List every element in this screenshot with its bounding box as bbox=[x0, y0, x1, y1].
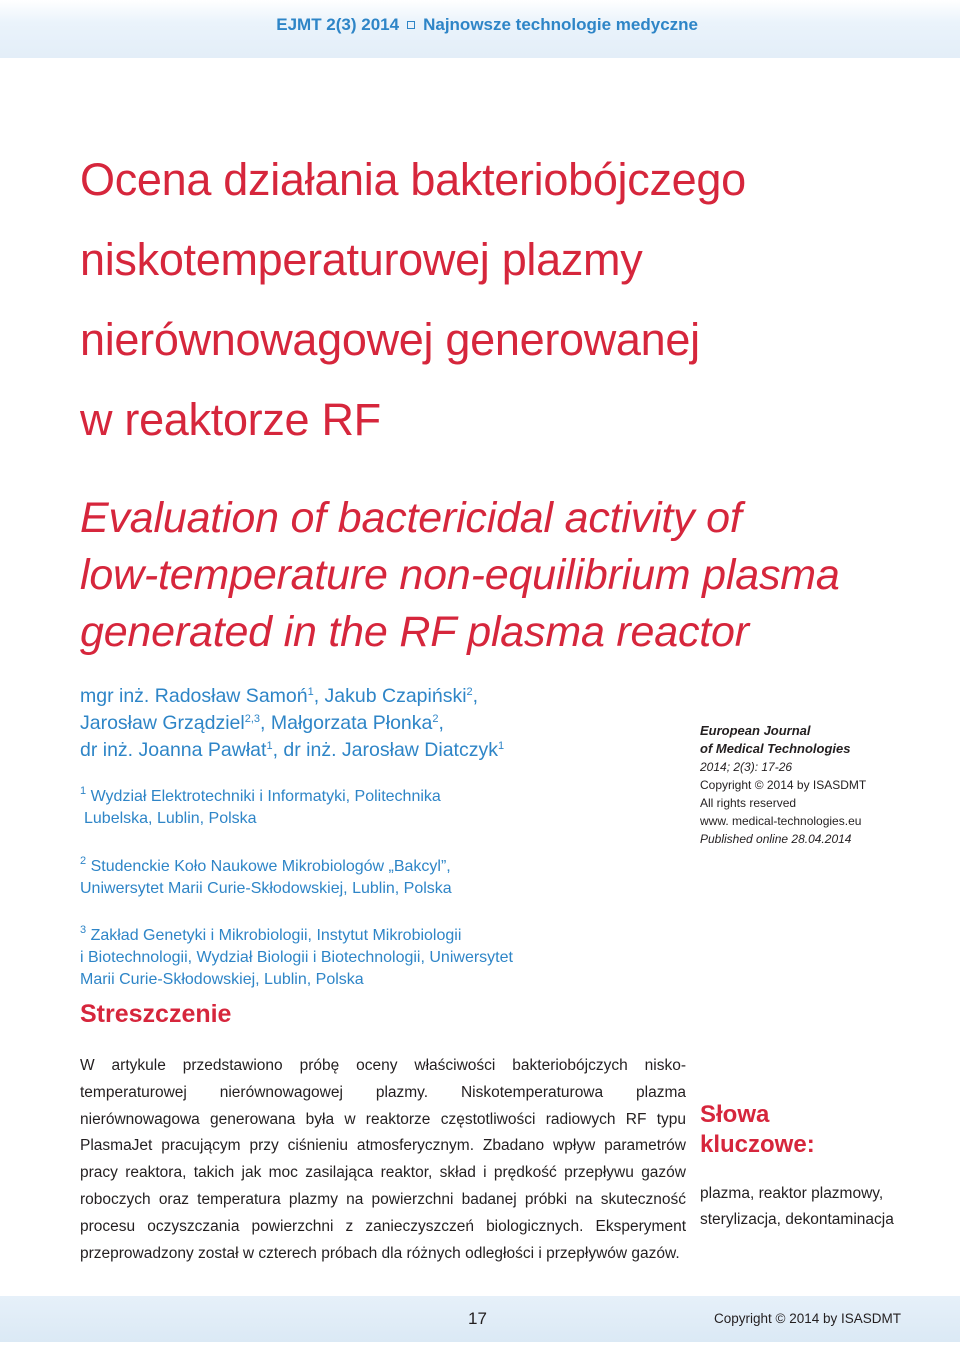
page-number: 17 bbox=[468, 1309, 487, 1328]
journal-copyright: Copyright © 2014 by ISASDMT bbox=[700, 778, 867, 792]
page-footer bbox=[0, 1296, 960, 1342]
title-polish-line: w reaktorze RF bbox=[80, 394, 381, 445]
title-polish-line: niskotemperaturowej plazmy bbox=[80, 234, 643, 285]
title-polish bbox=[80, 140, 920, 460]
affiliation-number: 2 bbox=[80, 855, 87, 867]
keywords-heading-line: Słowa bbox=[700, 1101, 770, 1128]
separator-square-icon bbox=[407, 21, 415, 29]
author-text: , dr inż. Jarosław Diatczyk bbox=[272, 739, 498, 761]
author-line bbox=[80, 710, 680, 737]
page-header bbox=[0, 0, 960, 58]
affiliation-line: Uniwersytet Marii Curie-Skłodowskiej, Lublin, Polska bbox=[80, 880, 452, 897]
journal-info-box bbox=[700, 722, 950, 848]
affiliation-line: Wydział Elektrotechniki i Informatyki, Politechnika bbox=[90, 788, 441, 805]
author-line bbox=[80, 683, 680, 710]
affiliation-line: Studenckie Koło Naukowe Mikrobiologów „Bakcyl”, bbox=[90, 858, 451, 875]
author-text: mgr inż. Radosław Samoń bbox=[80, 685, 308, 707]
running-header bbox=[276, 15, 698, 35]
abstract-text: W artykule przedstawiono próbę oceny właściwości bakteriobójczych niskotemperaturowej nierównowagowej plazmy. Niskotemperaturowa plazma nierównowagowa generowana była w reaktorze częstotliwości radiowych RF typu PlasmaJet pracującym przy ciśnieniu atmosferycznym. Zbadano wpływ parametrów pracy reaktora, takich jak moc zasilająca reaktor, skład i prędkość przepływu gazów roboczych oraz temperatura plazmy na powierzchni badanej próbki na skuteczność procesu oczyszczania powierzchni z zanieczyszczeń biologicznych. Eksperyment przeprowadzony został w czterech próbach dla różnych odległości i przepływów gazów. bbox=[80, 1057, 686, 1262]
journal-issue: EJMT 2(3) 2014 bbox=[276, 15, 400, 34]
author-affiliation-mark: 2 bbox=[432, 713, 439, 725]
affiliation-3 bbox=[80, 925, 680, 991]
affiliation-line: i Biotechnologii, Wydział Biologii i Biotechnologii, Uniwersytet bbox=[80, 949, 513, 966]
affiliation-line: Marii Curie-Skłodowskiej, Lublin, Polska bbox=[80, 971, 364, 988]
author-affiliation-mark: 1 bbox=[307, 686, 314, 698]
journal-rights: All rights reserved bbox=[700, 796, 797, 810]
affiliation-number: 1 bbox=[80, 785, 87, 797]
title-english-line: Evaluation of bactericidal activity of bbox=[80, 494, 742, 542]
author-text: , Jakub Czapiński bbox=[313, 685, 467, 707]
title-polish-line: nierównowagowej generowanej bbox=[80, 314, 700, 365]
author-text: , Małgorzata Płonka bbox=[260, 712, 433, 734]
author-text: , bbox=[472, 685, 479, 707]
keywords-text: plazma, reaktor plazmowy, sterylizacja, dekontaminacja bbox=[700, 1185, 894, 1228]
author-line bbox=[80, 737, 680, 764]
affiliation-1 bbox=[80, 786, 680, 830]
section-name: Najnowsze technologie medyczne bbox=[423, 15, 698, 34]
affiliation-line: Lubelska, Lublin, Polska bbox=[84, 810, 257, 827]
title-english-line: low-temperature non-equilibrium plasma bbox=[80, 551, 840, 599]
journal-published-date: Published online 28.04.2014 bbox=[700, 832, 852, 846]
journal-name: European Journal bbox=[700, 723, 811, 738]
title-english-line: generated in the RF plasma reactor bbox=[80, 608, 749, 656]
affiliation-number: 3 bbox=[80, 924, 87, 936]
author-list bbox=[80, 683, 680, 764]
keywords-heading bbox=[700, 1100, 920, 1160]
affiliation-2 bbox=[80, 856, 680, 900]
journal-name: of Medical Technologies bbox=[700, 741, 851, 756]
keywords-heading-line: kluczowe: bbox=[700, 1131, 815, 1158]
author-affiliation-mark: 1 bbox=[266, 740, 273, 752]
author-affiliation-mark: 2 bbox=[466, 686, 473, 698]
author-affiliation-mark: 1 bbox=[497, 740, 505, 752]
journal-website-link[interactable]: www. medical-technologies.eu bbox=[700, 814, 862, 828]
footer-copyright: Copyright © 2014 by ISASDMT bbox=[714, 1311, 902, 1326]
journal-citation: 2014; 2(3): 17-26 bbox=[700, 760, 793, 774]
affiliation-line: Zakład Genetyki i Mikrobiologii, Instytut Mikrobiologii bbox=[90, 927, 462, 944]
author-affiliation-mark: 2,3 bbox=[244, 713, 261, 725]
author-text: dr inż. Joanna Pawłat bbox=[80, 739, 267, 761]
title-english bbox=[80, 490, 920, 661]
title-polish-line: Ocena działania bakteriobójczego bbox=[80, 154, 746, 205]
abstract-heading: Streszczenie bbox=[80, 1000, 232, 1028]
author-text: Jarosław Grządziel bbox=[80, 712, 245, 734]
author-text: , bbox=[438, 712, 444, 734]
